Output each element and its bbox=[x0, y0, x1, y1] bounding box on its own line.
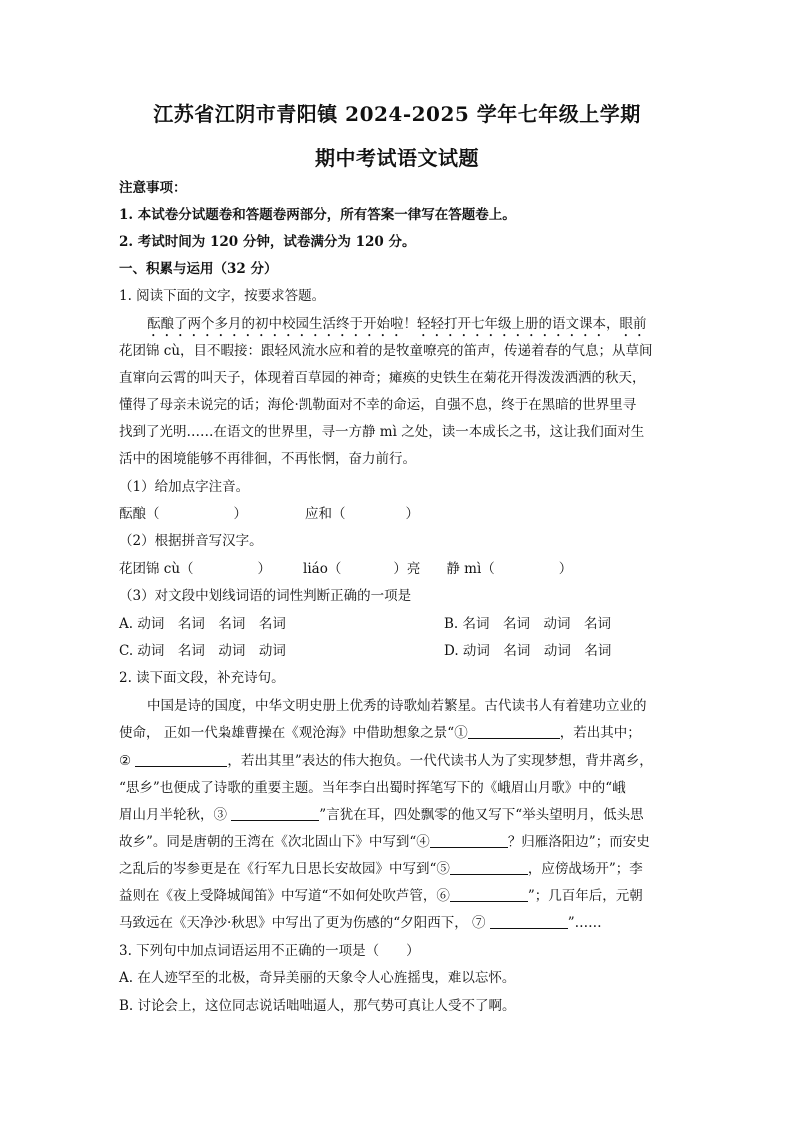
q1-sub1-item-b: 应和（ bbox=[305, 506, 346, 522]
q1-option-c[interactable]: C. 动词 名词 动词 动词 bbox=[119, 643, 286, 659]
exam-title-line2: 期中考试语文试题 bbox=[315, 146, 479, 170]
notice-item-2: 2. 考试时间为 120 分钟，试卷满分为 120 分。 bbox=[119, 234, 416, 250]
q2-passage-line: “思乡”也便成了诗歌的重要主题。当年李白出蜀时挥笔写下的《峨眉山月歌》中的“峨 bbox=[119, 780, 626, 796]
q3-option-b[interactable]: B. 讨论会上，这位同志说话咄咄逼人，那气势可真让人受不了啊。 bbox=[119, 998, 516, 1014]
notice-heading: 注意事项： bbox=[119, 180, 187, 196]
q1-passage-line: 直窜向云霄的叫天子，体现着百草园的神奇；瘫痪的史铁生在菊花开得泼泼洒洒的秋天， bbox=[119, 370, 646, 386]
poem-blank-2[interactable] bbox=[135, 752, 227, 767]
notice-item-1: 1. 本试卷分试题卷和答题卷两部分，所有答案一律写在答题卷上。 bbox=[119, 207, 516, 223]
q2-passage-line: 中国是诗的国度，中华文明史册上优秀的诗歌灿若繁星。古代读书人有着建功立业的 bbox=[147, 698, 647, 714]
poem-blank-6[interactable] bbox=[450, 887, 528, 902]
q2-passage-line: 眉山月半轮秋，③ ”言犹在耳，四处飘零的他又写下“举头望明月，低头思 bbox=[119, 807, 644, 823]
q1-passage-line: 酝酿了两个多月的初中校园生活终于开始啦！轻轻打开七年级上册的语文课本，眼前 bbox=[147, 316, 647, 332]
q2-prompt: 2. 读下面文段，补充诗句。 bbox=[119, 670, 285, 686]
q1-sub2-label: （2）根据拼音写汉字。 bbox=[119, 533, 263, 549]
q2-passage-line: 使命， 正如一代枭雄曹操在《观沧海》中借助想象之景“① ，若出其中； bbox=[119, 725, 641, 741]
q1-option-d[interactable]: D. 动词 名词 动词 名词 bbox=[444, 643, 612, 659]
q1-sub3-label: （3）对文段中划线词语的词性判断正确的一项是 bbox=[119, 588, 412, 604]
q1-passage-line: 懂得了母亲未说完的话；海伦·凯勒面对不幸的命运，自强不息，终于在黑暗的世界里寻 bbox=[119, 397, 637, 413]
poem-blank-7[interactable] bbox=[490, 914, 568, 929]
q1-passage-line: 花团锦 cù，目不暇接：跟轻风流水应和着的是牧童嘹亮的笛声，传递着春的气息；从草间 bbox=[119, 343, 653, 359]
q1-options-row-1 bbox=[119, 614, 679, 634]
poem-blank-1[interactable] bbox=[468, 724, 560, 739]
q2-passage-line: 马致远在《天净沙·秋思》中写出了更为伤感的“夕阳西下， ⑦ ”…… bbox=[119, 915, 602, 931]
q1-sub2-item-a: 花团锦 cù（ bbox=[119, 561, 194, 577]
q1-option-a[interactable]: A. 动词 名词 名词 名词 bbox=[119, 616, 286, 632]
q3-prompt: 3. 下列句中加点词语运用不正确的一项是（ ） bbox=[119, 943, 420, 959]
q1-sub1-item-a: 酝酿（ bbox=[119, 506, 160, 522]
q2-passage-line: 之乱后的岑参更是在《行军九日思长安故园》中写到“⑤ ，应傍战场开”；李 bbox=[119, 861, 643, 877]
q1-prompt: 1. 阅读下面的文字，按要求答题。 bbox=[119, 288, 326, 304]
section-1-heading: 一、积累与运用（32 分） bbox=[119, 261, 278, 277]
poem-blank-4[interactable] bbox=[430, 833, 508, 848]
q1-option-b[interactable]: B. 名词 名词 动词 名词 bbox=[444, 616, 612, 632]
q1-sub2-answers: 花团锦 cù（ ） liáo（ ）亮 静 mì（ ） bbox=[119, 561, 573, 577]
poem-blank-3[interactable] bbox=[231, 806, 319, 821]
poem-blank-5[interactable] bbox=[450, 860, 528, 875]
q1-passage-line: 活中的困境能够不再徘徊，不再怅惘，奋力前行。 bbox=[119, 451, 416, 467]
exam-title-line1: 江苏省江阴市青阳镇 2024-2025 学年七年级上学期 bbox=[153, 102, 641, 126]
q1-sub1-answers: 酝酿（ ） 应和（ ） bbox=[119, 506, 419, 522]
q1-sub1-label: （1）给加点字注音。 bbox=[119, 479, 250, 495]
q1-sub2-item-c: 静 mì（ bbox=[446, 561, 495, 577]
q3-option-a[interactable]: A. 在人迹罕至的北极，奇异美丽的天象令人心旌摇曳，难以忘怀。 bbox=[119, 970, 516, 986]
q2-passage-line: 益则在《夜上受降城闻笛》中写道“不如何处吹芦管，⑥ ”；几百年后，元朝 bbox=[119, 888, 643, 904]
q2-passage-line: ② ，若出其里”表达的伟大抱负。一代代读书人为了实现梦想，背井离乡， bbox=[119, 753, 653, 769]
q1-options-row-2 bbox=[119, 641, 679, 661]
q1-passage-line: 找到了光明……在语文的世界里，寻一方静 mì 之处，读一本成长之书，这让我们面对生 bbox=[119, 424, 645, 440]
q1-sub2-item-b: liáo（ bbox=[303, 561, 342, 577]
q2-passage-line: 故乡”。同是唐朝的王湾在《次北固山下》中写到“④ ？归雁洛阳边”；而安史 bbox=[119, 834, 650, 850]
